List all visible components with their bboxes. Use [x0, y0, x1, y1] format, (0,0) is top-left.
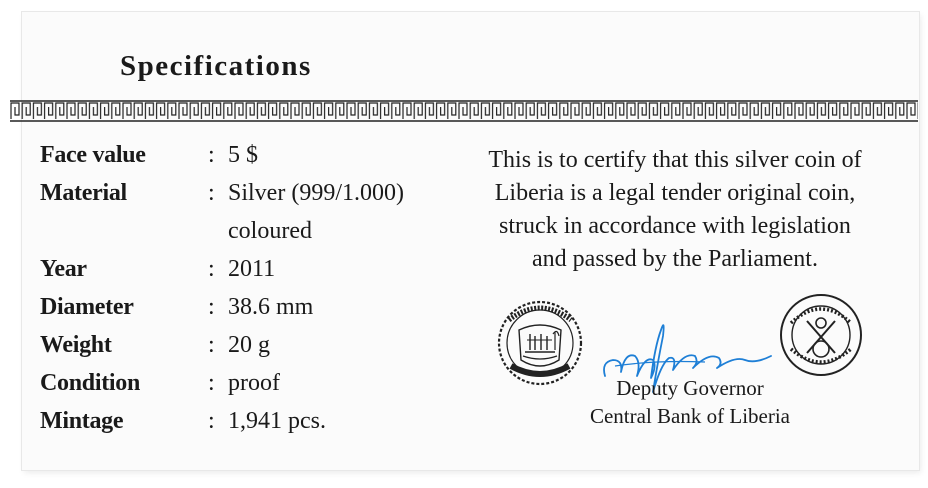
spec-value: 1,941 pcs.: [228, 408, 326, 434]
certificate-line: struck in accordance with legislation: [499, 213, 851, 239]
certificate-line: and passed by the Parliament.: [532, 246, 818, 272]
signatory-title: Deputy Governor: [616, 376, 764, 400]
spec-value: proof: [228, 370, 280, 396]
spec-value-continued: coloured: [228, 218, 312, 244]
spec-label: Face value: [40, 142, 146, 168]
spec-label: Year: [40, 256, 87, 282]
spec-colon: :: [208, 180, 215, 206]
certificate-statement: [470, 144, 880, 276]
certificate-line: This is to certify that this silver coin of: [488, 147, 862, 173]
spec-label: Diameter: [40, 294, 134, 320]
central-bank-seal-icon: [779, 293, 863, 377]
spec-label: Material: [40, 180, 127, 206]
greek-key-border: [10, 100, 918, 122]
spec-colon: :: [208, 408, 215, 434]
signatory-block: [560, 374, 820, 430]
page-title: Specifications: [120, 50, 312, 82]
signatory-institution: Central Bank of Liberia: [589, 404, 790, 428]
spec-value: 20 g: [228, 332, 270, 358]
spec-label: Mintage: [40, 408, 124, 434]
spec-value: 5 $: [228, 142, 258, 168]
spec-value: 38.6 mm: [228, 294, 314, 320]
spec-colon: :: [208, 370, 215, 396]
spec-colon: :: [208, 142, 215, 168]
spec-value: Silver (999/1.000): [228, 180, 404, 206]
spec-colon: :: [208, 294, 215, 320]
spec-colon: :: [208, 256, 215, 282]
certificate-line: Liberia is a legal tender original coin,: [494, 180, 856, 206]
spec-colon: :: [208, 332, 215, 358]
spec-value: 2011: [228, 256, 276, 282]
spec-label: Weight: [40, 332, 112, 358]
spec-label: Condition: [40, 370, 141, 396]
